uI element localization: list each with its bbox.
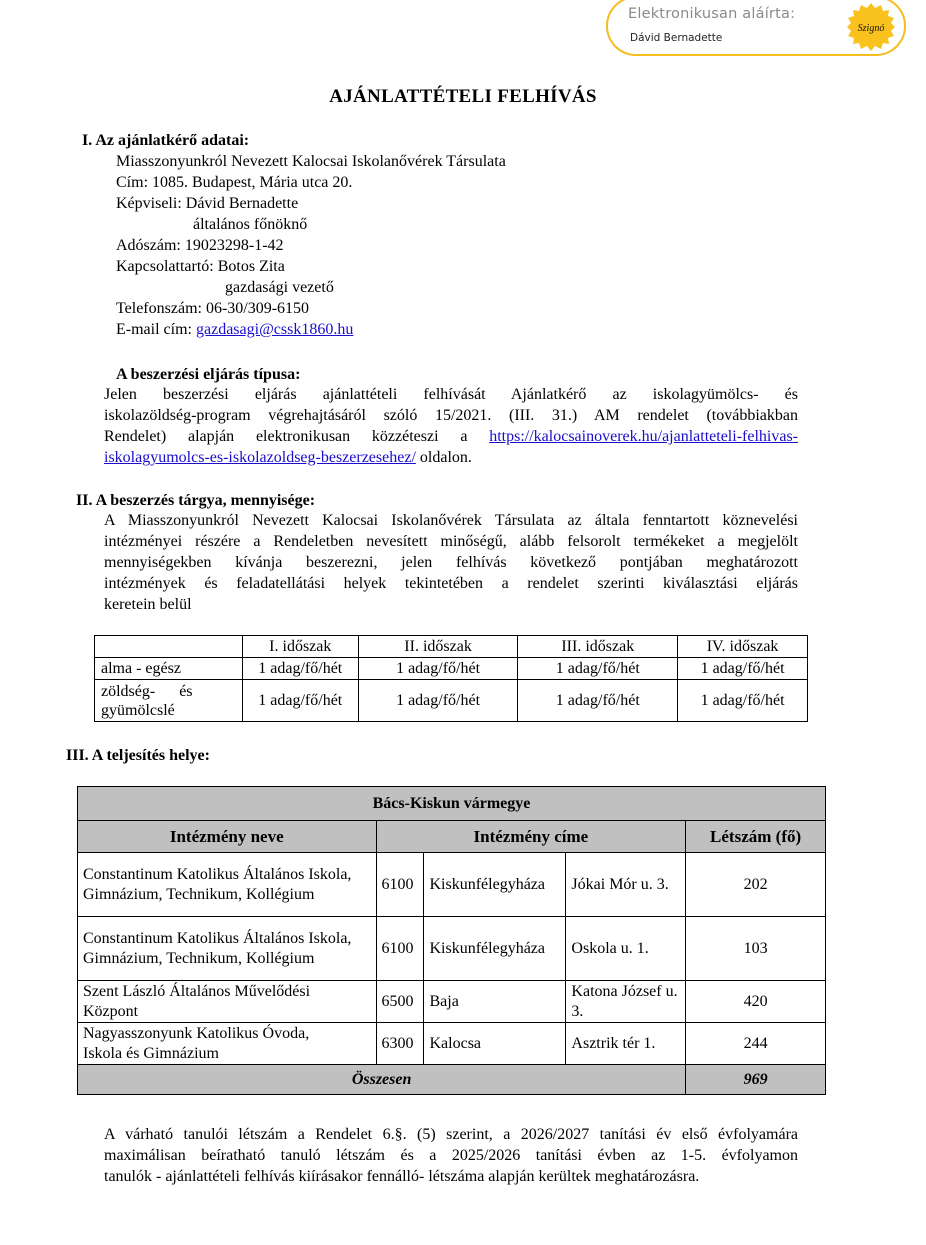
svg-text:Szignó: Szignó: [857, 23, 885, 34]
column-header: Intézmény címe: [376, 821, 686, 853]
contact-role: gazdasági vezető: [225, 279, 334, 296]
total-row: [78, 1065, 826, 1095]
phone: Telefonszám: 06-30/309-6150: [116, 300, 310, 317]
org-address: Cím: 1085. Budapest, Mária utca 20.: [116, 174, 353, 191]
procurement-type-heading: A beszerzési eljárás típusa:: [116, 366, 301, 383]
representative-role: általános főnöknő: [193, 216, 308, 233]
period-quantity-table: [94, 635, 808, 722]
section-1-heading: I. Az ajánlatkérő adatai:: [82, 132, 250, 149]
product-label: alma - egész: [95, 658, 243, 680]
county-header: Bács-Kiskun vármegye: [78, 787, 826, 821]
product-label: zöldség- és gyümölcslé: [95, 680, 243, 722]
period-header: III. időszak: [518, 636, 678, 658]
electronic-signature-badge: [606, 0, 906, 56]
total-value: 969: [686, 1065, 826, 1095]
email-link[interactable]: gazdasagi@cssk1860.hu: [195, 321, 354, 338]
tax-id: Adószám: 19023298-1-42: [116, 237, 284, 254]
email-row: [116, 319, 353, 340]
table-row: Constantinum Katolikus Általános Iskola, Gimnázium, Technikum, Kollégium 6100 Kiskunfélegyháza Oskola u. 1. 103: [78, 917, 826, 981]
document-title: AJÁNLATTÉTELI FELHÍVÁS: [329, 86, 597, 107]
total-label: Összesen: [78, 1065, 686, 1095]
period-header: II. időszak: [358, 636, 518, 658]
column-header: Intézmény neve: [78, 821, 377, 853]
representative: Képviseli: Dávid Bernadette: [116, 195, 299, 212]
signer-name: Dávid Bernadette: [630, 32, 723, 44]
institutions-table: [77, 786, 826, 1095]
section-2-paragraph: A Miasszonyunkról Nevezett Kalocsai Iskolanővérek Társulata az általa fenntartott köznevelési intézményei részére a Rendeletben nevesített minőségű, alább felsorolt termékeket a megjelölt mennyiségekben kívánja beszerezni, jelen felhívás következő pontjában meghatározott intézmények és feladatellátási helyek tekintetében a rendelet szerinti kiválasztási eljárás keretein belül: [104, 512, 798, 613]
column-header: Létszám (fő): [686, 821, 826, 853]
period-header: IV. időszak: [678, 636, 808, 658]
email-label: E-mail cím:: [116, 321, 196, 338]
section-2-heading: II. A beszerzés tárgya, mennyisége:: [76, 492, 316, 509]
contact-person: Kapcsolattartó: Botos Zita: [116, 258, 285, 275]
procurement-type-paragraph: Jelen beszerzési eljárás ajánlattételi felhívását Ajánlatkérő az iskolagyümölcs- és iskolazöldség-program végrehajtásáról szóló 15/2021. (III. 31.) AM rendelet (továbbiakban Rendelet) alapján elektronikusan közzéteszi a https://kalocsainoverek.hu/ajanlatteteli-felhivas- iskolagyumolcs-es-iskolazoldseg-beszerzesehez/ oldalon.: [104, 386, 798, 466]
table-row: Nagyasszonyunk Katolikus Óvoda, Iskola és Gimnázium 6300 Kalocsa Asztrik tér 1. 244: [78, 1023, 826, 1065]
table-row: alma - egész 1 adag/fő/hét 1 adag/fő/hét 1 adag/fő/hét 1 adag/fő/hét: [95, 658, 808, 680]
signature-title: Elektronikusan aláírta:: [628, 6, 796, 22]
procurement-url-link-cont[interactable]: iskolagyumolcs-es-iskolazoldseg-beszerzesehez/: [104, 449, 416, 466]
org-name: Miasszonyunkról Nevezett Kalocsai Iskolanővérek Társulata: [116, 153, 506, 170]
period-header: I. időszak: [242, 636, 358, 658]
procurement-url-link[interactable]: https://kalocsainoverek.hu/ajanlatteteli-felhivas-: [489, 428, 798, 445]
headcount-note: A várható tanulói létszám a Rendelet 6.§. (5) szerint, a 2026/2027 tanítási év első évfolyamára maximálisan beíratható tanuló létszám és a 2025/2026 tanítási évben az 1-5. évfolyamon tanulók - ajánlattételi felhívás kiírásakor fennálló- létszáma alapján kerültek meghatározásra.: [104, 1126, 798, 1185]
table-row: Szent László Általános Művelődési Központ 6500 Baja Katona József u. 3. 420: [78, 981, 826, 1023]
section-3-heading: III. A teljesítés helye:: [66, 747, 210, 764]
table-row: zöldség- és gyümölcslé 1 adag/fő/hét 1 adag/fő/hét 1 adag/fő/hét 1 adag/fő/hét: [95, 680, 808, 722]
seal-icon: [846, 2, 896, 52]
table-row: Constantinum Katolikus Általános Iskola, Gimnázium, Technikum, Kollégium 6100 Kiskunfélegyháza Jókai Mór u. 3. 202: [78, 853, 826, 917]
period-header-row: [95, 636, 808, 658]
